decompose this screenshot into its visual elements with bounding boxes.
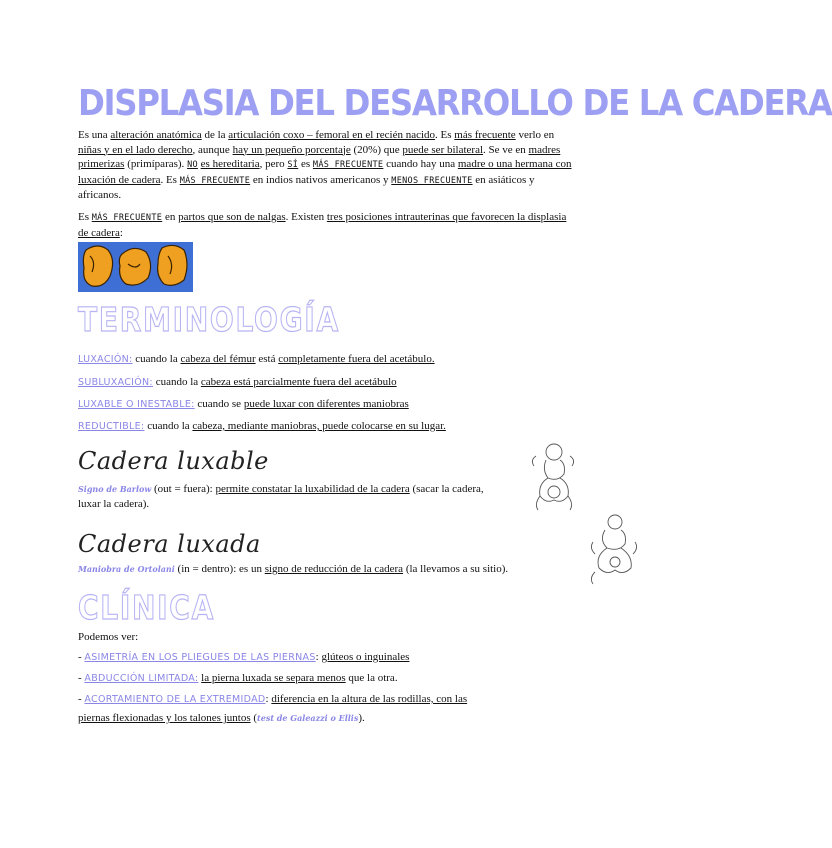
intro-paragraph-2: Es MÁS FRECUENTE en partos que son de nalgas. Existen tres posiciones intrauterinas que favorecen la displasia de cadera: <box>78 211 567 239</box>
intrauterine-positions-image <box>78 242 193 292</box>
clinica-heading: CLÍNICA <box>78 588 216 627</box>
terminologia-heading: TERMINOLOGÍA <box>78 300 340 339</box>
clinica-item-asimetria: - ASIMETRÍA EN LOS PLIEGUES DE LAS PIERNAS: glúteos o inguinales <box>78 651 410 663</box>
term-subluxacion: SUBLUXACIÓN: cuando la cabeza está parcialmente fuera del acetábulo <box>78 376 397 388</box>
ortolani-description: Maniobra de Ortolani (in = dentro): es un signo de reducción de la cadera (la llevamos a su sitio). <box>78 563 509 575</box>
clinica-item-acortamiento: - ACORTAMIENTO DE LA EXTREMIDAD: diferencia en la altura de las rodillas, con las <box>78 693 468 705</box>
term-luxable: LUXABLE O INESTABLE: cuando se puede luxar con diferentes maniobras <box>78 398 409 410</box>
clinica-item-acortamiento-cont: piernas flexionadas y los talones juntos (test de Galeazzi o Ellis). <box>78 712 365 724</box>
page-title: DISPLASIA DEL DESARROLLO DE LA CADERA <box>78 83 832 124</box>
barlow-description: Signo de Barlow (out = fuera): permite constatar la luxabilidad de la cadera (sacar la cadera, luxar la cadera). <box>78 483 484 510</box>
term-reductible: REDUCTIBLE: cuando la cabeza, mediante maniobras, puede colocarse en su lugar. <box>78 420 446 432</box>
cadera-luxada-heading: Cadera luxada <box>78 530 261 558</box>
intro-paragraph-1: Es una alteración anatómica de la articulación coxo – femoral en el recién nacido. Es más frecuente verlo en niñas y en el lado derecho, aunque hay un pequeño porcentaje (20%) que puede ser bilateral. Se ve en madres primerizas (primíparas). NO es hereditaria, pero SÍ es MÁS FRECUENTE cuando hay una madre o una hermana con luxación de cadera. Es MÁS FRECUENTE en indios nativos americanos y MENOS FRECUENTE en asiáticos y africanos. <box>78 129 572 201</box>
clinica-intro: Podemos ver: <box>78 631 139 643</box>
barlow-sketch-image <box>528 440 578 520</box>
cadera-luxable-heading: Cadera luxable <box>78 447 269 475</box>
term-luxacion: LUXACIÓN: cuando la cabeza del fémur está completamente fuera del acetábulo. <box>78 353 435 365</box>
clinica-item-abduccion: - ABDUCCIÓN LIMITADA: la pierna luxada se separa menos que la otra. <box>78 672 398 684</box>
ortolani-sketch-image <box>585 508 641 590</box>
